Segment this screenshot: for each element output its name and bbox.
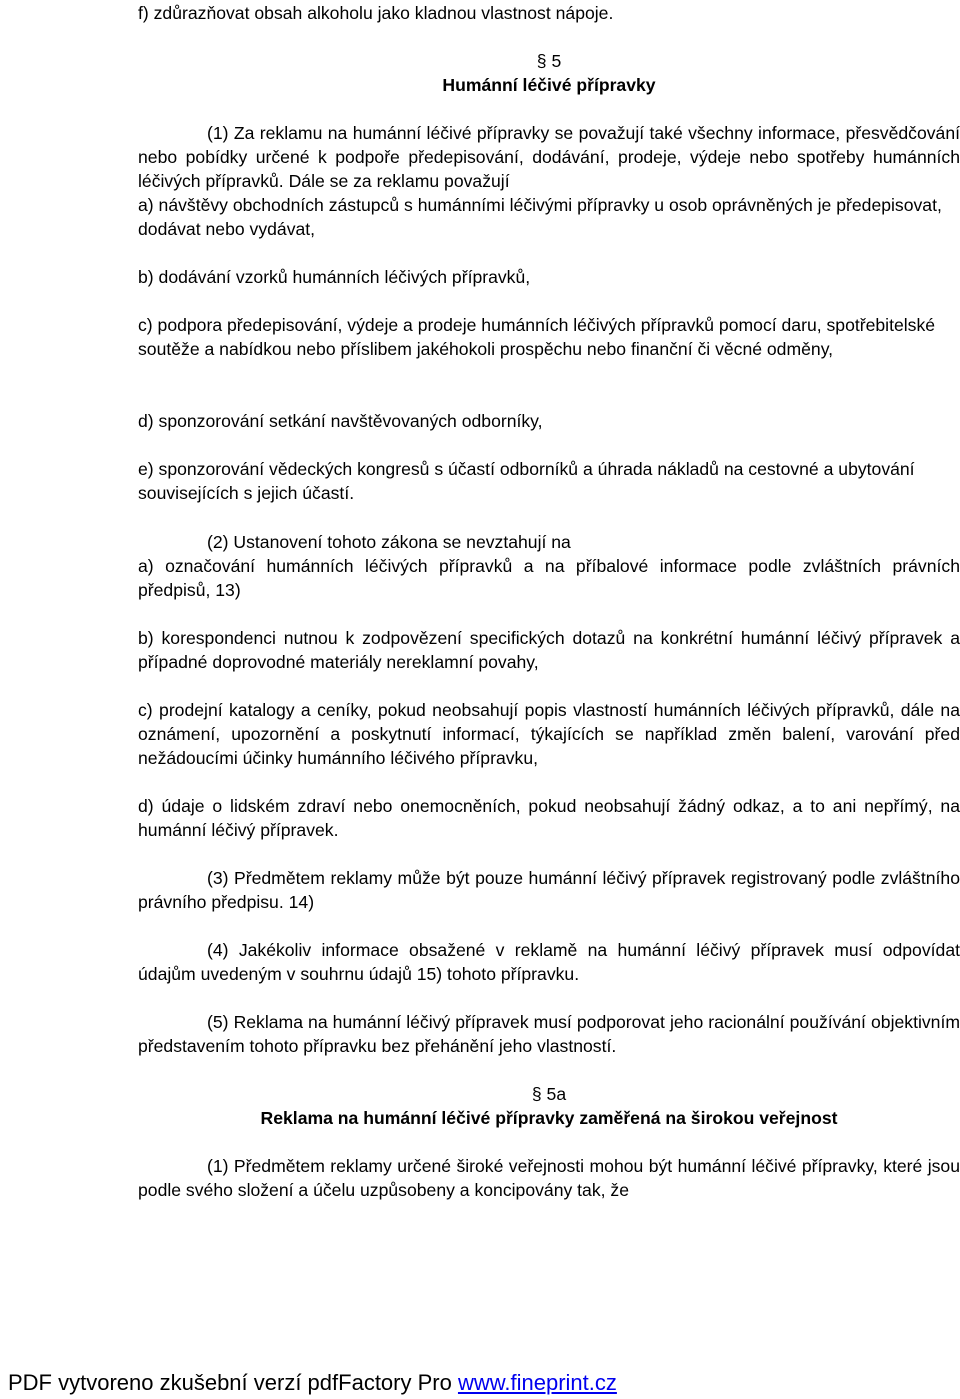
section-5-number: § 5 (536, 51, 562, 71)
section-5-item-2c: c) prodejní katalogy a ceníky, pokud neobsahují popis vlastností humánních léčivých přípravků, dále na oznámení, upozornění a poskytnutí informací, týkajících se například změn balení, varování před nežádoucími účinky humánního léčivého přípravku, (138, 700, 960, 768)
section-5-paragraph-4: (4) Jakékoliv informace obsažené v reklamě na humánní léčivý přípravek musí odpovídat údajům uvedeným v souhrnu údajů 15) tohoto přípravku. (138, 940, 960, 984)
section-5-item-1d: d) sponzorování setkání navštěvovaných odborníky, (138, 411, 543, 431)
footer-link[interactable]: www.fineprint.cz (457, 1370, 617, 1395)
section-5-paragraph-1: (1) Za reklamu na humánní léčivé přípravky se považují také všechny informace, přesvědčování nebo pobídky určené k podpoře předepisování, dodávání, prodeje, výdeje nebo spotřeby humánních léčivých přípravků. Dále se za reklamu považují (138, 123, 960, 191)
section-5-item-2a: a) označování humánních léčivých přípravků a na příbalové informace podle zvláštních právních předpisů, 13) (138, 556, 960, 600)
section-5-item-1a: a) návštěvy obchodních zástupců s humánními léčivými přípravky u osob oprávněných je předepisovat, dodávat nebo vydávat, (138, 195, 942, 239)
section-5-item-2b: b) korespondenci nutnou k zodpovězení specifických dotazů na konkrétní humánní léčivý přípravek a případné doprovodné materiály nereklamní povahy, (138, 628, 960, 672)
footer-text: PDF vytvoreno zkušební verzí pdfFactory Pro (8, 1370, 458, 1395)
section-5a-number: § 5a (531, 1084, 567, 1104)
section-5a-title: Reklama na humánní léčivé přípravky zaměřená na širokou veřejnost (260, 1108, 838, 1128)
section-5-paragraph-3: (3) Předmětem reklamy může být pouze humánní léčivý přípravek registrovaný podle zvláštního právního předpisu. 14) (138, 868, 960, 912)
section-5-item-2d: d) údaje o lidském zdraví nebo onemocněních, pokud neobsahují žádný odkaz, a to ani nepřímý, na humánní léčivý přípravek. (138, 796, 960, 840)
pdf-footer (8, 1369, 617, 1397)
section-5-paragraph-5: (5) Reklama na humánní léčivý přípravek musí podporovat jeho racionální používání objektivním představením tohoto přípravku bez přehánění jeho vlastností. (138, 1012, 960, 1056)
section-5-title: Humánní léčivé přípravky (442, 75, 656, 95)
section-5-item-1b: b) dodávání vzorků humánních léčivých přípravků, (138, 267, 531, 287)
section-5-item-1e: e) sponzorování vědeckých kongresů s účastí odborníků a úhrada nákladů na cestovné a ubytování souvisejících s jejich účastí. (138, 459, 915, 503)
section-5a-paragraph-1: (1) Předmětem reklamy určené široké veřejnosti mohou být humánní léčivé přípravky, které jsou podle svého složení a účelu uzpůsobeny a koncipovány tak, že (138, 1156, 960, 1200)
section-5-paragraph-2: (2) Ustanovení tohoto zákona se nevztahují na (207, 532, 571, 552)
top-line: f) zdůrazňovat obsah alkoholu jako kladnou vlastnost nápoje. (138, 3, 614, 23)
section-5-item-1c: c) podpora předepisování, výdeje a prodeje humánních léčivých přípravků pomocí daru, spotřebitelské soutěže a nabídkou nebo příslibem jakéhokoli prospěchu nebo finanční či věcné odměny, (138, 315, 936, 359)
